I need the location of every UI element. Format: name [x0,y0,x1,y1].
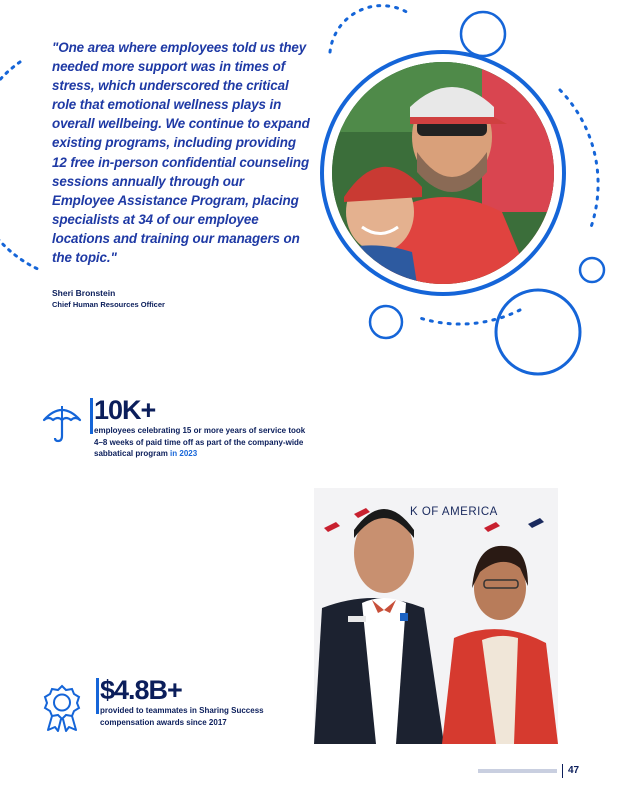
employee-quote: "One area where employees told us they needed more support was in times of stress, which underscored the critical role that emotional wellness plays in overall wellbeing. We continue to expand existing programs, including providing 12 free in-person confidential counseling sessions annually through our Employee Assistance Program, placing specialists at 34 of our employee locations and training our managers on the topic." [52,40,310,266]
sabbatical-stat-year: in 2023 [170,449,198,459]
quote-author-title: Chief Human Resources Officer [52,300,165,309]
quote-author: Sheri Bronstein [52,288,116,298]
footer-rule [478,769,557,773]
family-photo-frame [320,50,566,296]
teammates-photo [314,488,558,744]
photo-banner-text: K OF AMERICA [410,506,498,518]
page-number: 47 [568,765,580,776]
compensation-stat-value: $4.8B+ [100,675,182,705]
compensation-stat-description: provided to teammates in Sharing Success compensation awards since 2017 [100,706,264,727]
umbrella-icon [40,400,84,449]
sabbatical-stat-description-main: employees celebrating 15 or more years of service took 4–8 weeks of paid time off as part of the company-wide sabbatical program [94,426,306,459]
sabbatical-stat-value: 10K+ [94,395,156,425]
stat-accent-bar [90,398,93,434]
footer-separator [562,764,563,778]
sabbatical-stat-description [94,425,308,460]
family-photo [332,62,554,284]
stat-accent-bar [96,678,99,714]
award-ribbon-icon [40,684,84,737]
